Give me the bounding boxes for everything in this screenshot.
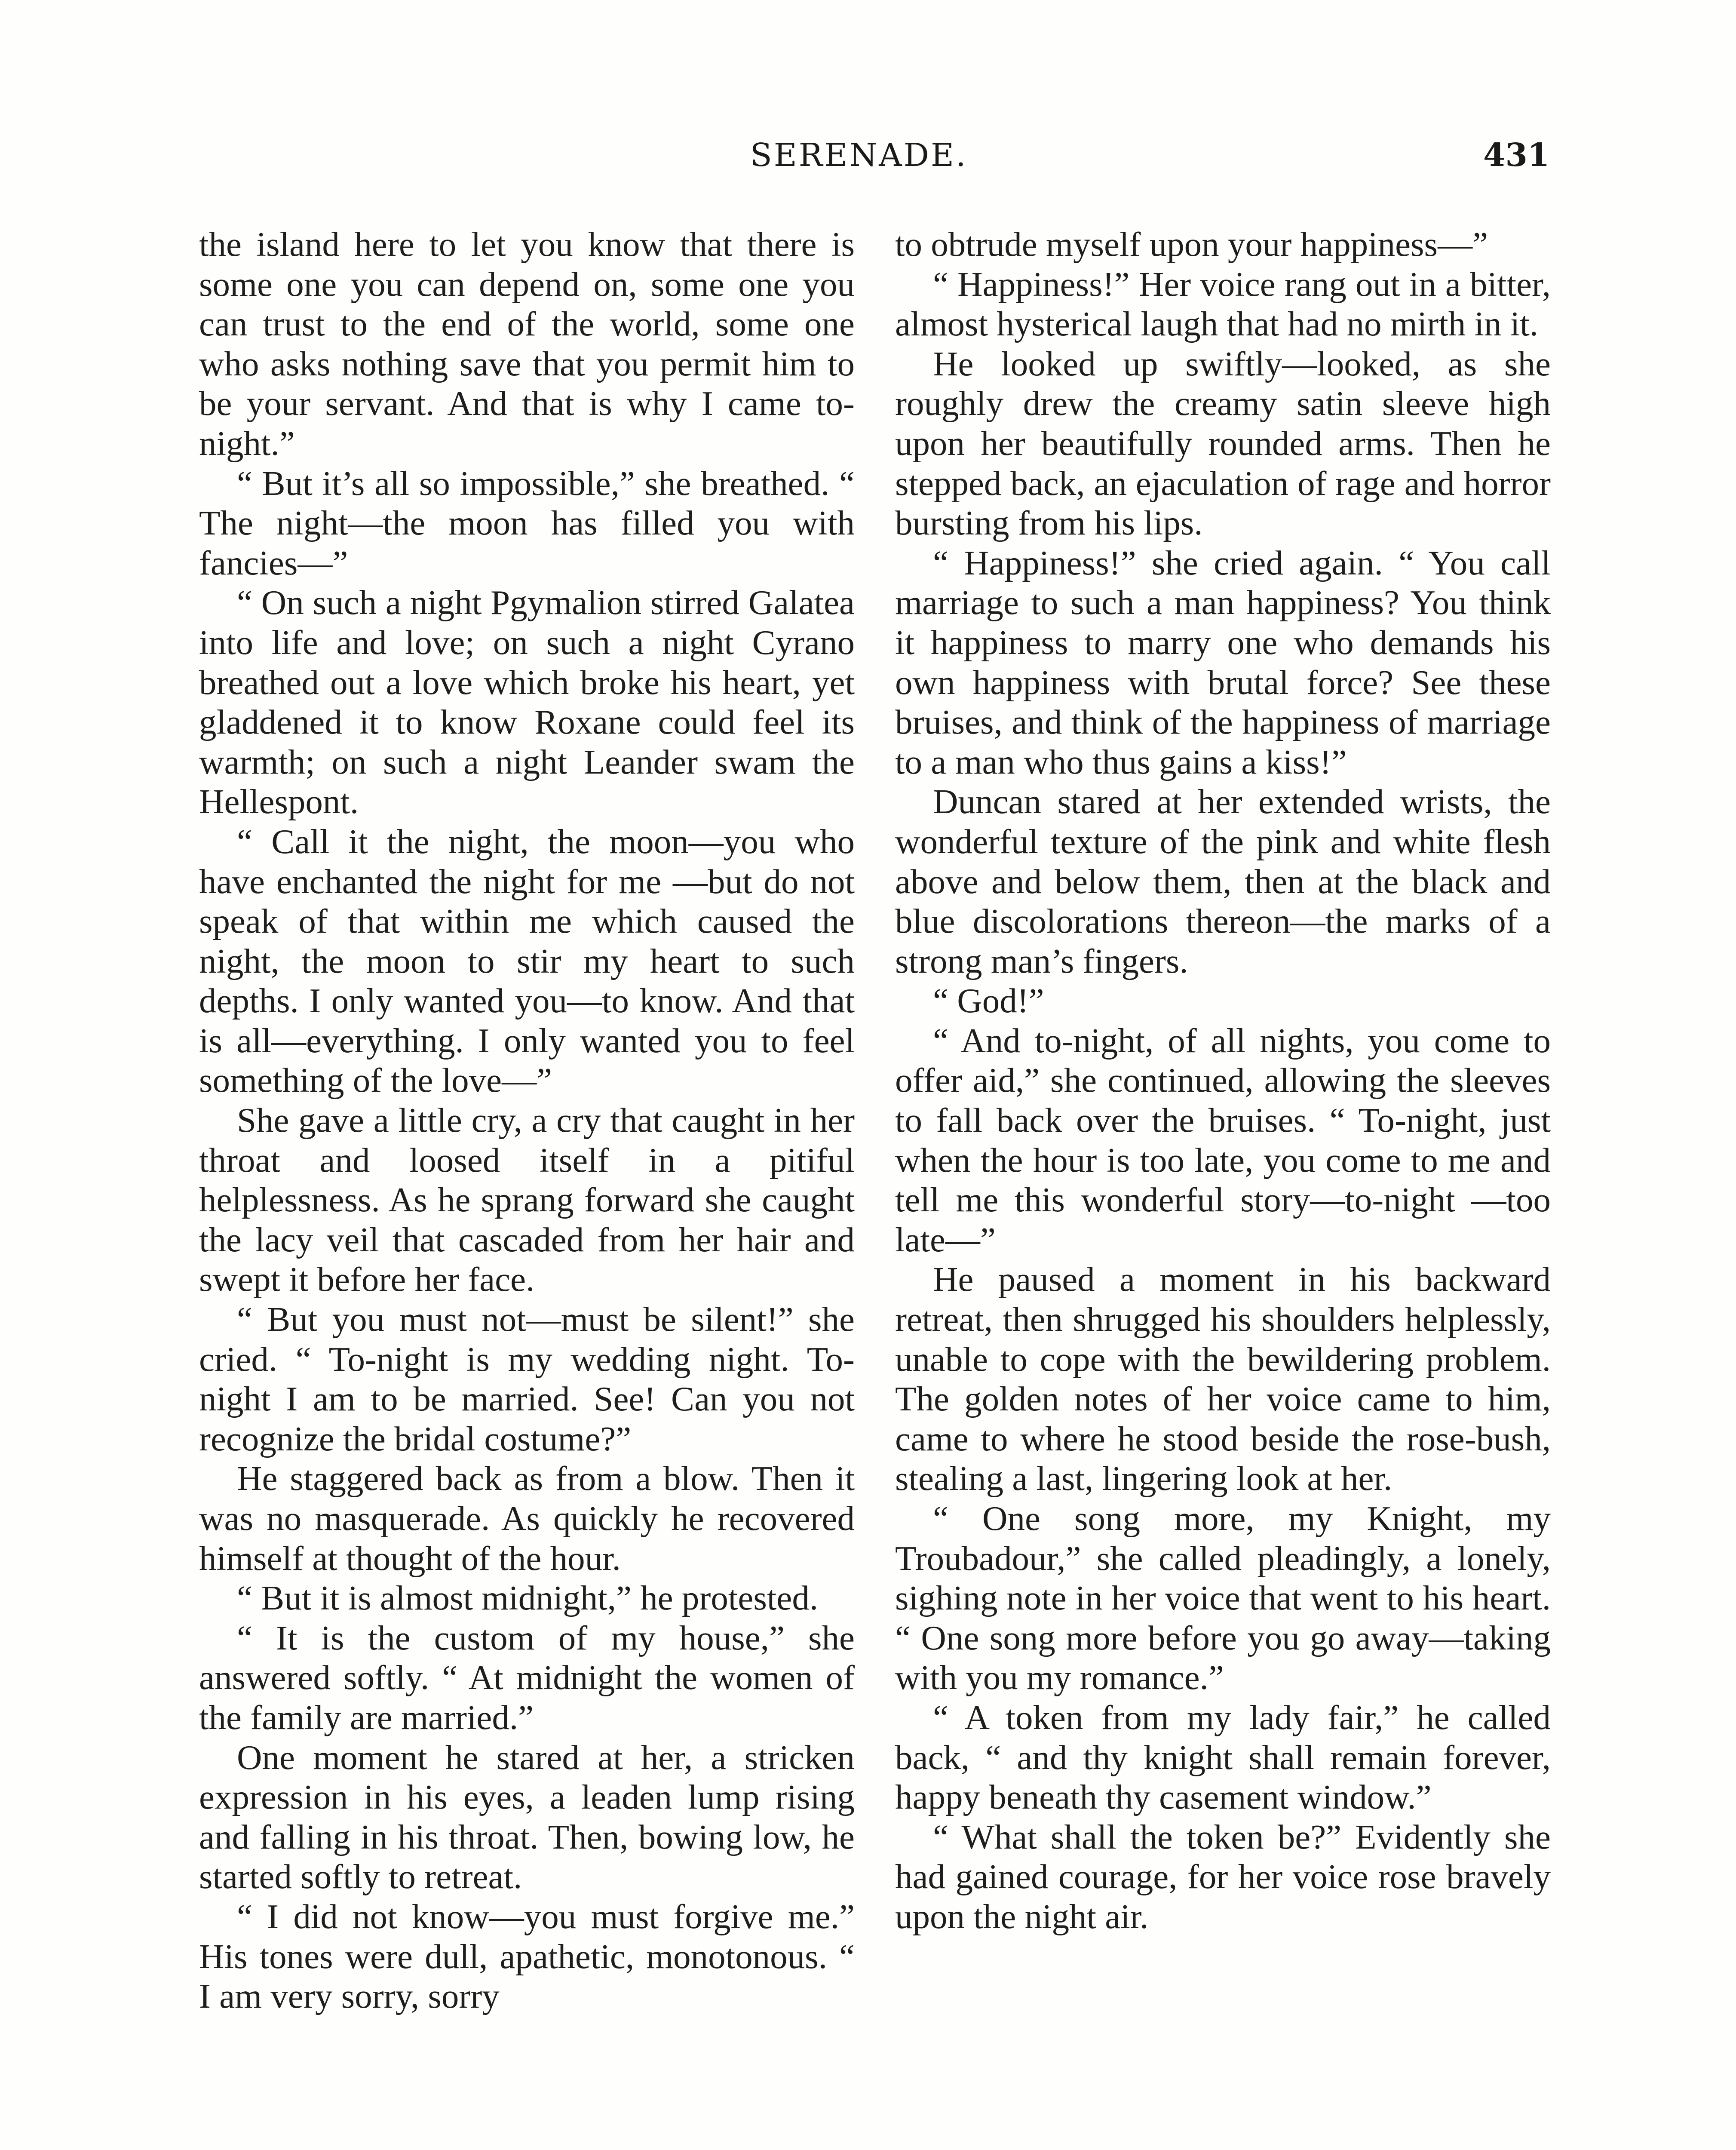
paragraph: “ But it is almost midnight,” he protested. bbox=[237, 1579, 819, 1618]
paragraph: “ And to-night, of all nights, you come to offer aid,” she continued, allowing the sleeves to fall back over the bruises. “ To-night, just when the hour is too late, you come to me and tell me this wonderful story—to-night —too late—” bbox=[895, 1021, 1551, 1259]
paragraph: “ But you must not—must be silent!” she cried. “ To-night is my wedding night. To-night I am to be married. See! Can you not recognize the bridal costume?” bbox=[199, 1300, 855, 1458]
running-head bbox=[0, 137, 1736, 184]
paragraph: “ One song more, my Knight, my Troubadour,” she called pleadingly, a lonely, sighing note in her voice that went to his heart. “ One song more before you go away—taking with you my romance.” bbox=[895, 1499, 1551, 1697]
paragraph: She gave a little cry, a cry that caught in her throat and loosed itself in a pitiful helplessness. As he sprang forward she caught the lacy veil that cascaded from her hair and swept it before her face. bbox=[199, 1101, 855, 1299]
running-title: SERENADE. bbox=[750, 137, 968, 174]
paragraph: “ I did not know—you must forgive me.” His tones were dull, apathetic, monotonous. “ I am very sorry, sorry bbox=[199, 1897, 855, 2016]
page-number: 431 bbox=[1483, 137, 1550, 174]
paragraph: the island here to let you know that there is some one you can depend on, some one you can trust to the end of the world, some one who asks nothing save that you permit him to be your servant. And that is why I came to-night.” bbox=[199, 225, 855, 463]
paragraph: to obtrude myself upon your happiness—” bbox=[895, 225, 1488, 264]
paragraph: “ Call it the night, the moon—you who have enchanted the night for me —but do not speak of that within me which caused the night, the moon to stir my heart to such depths. I only wanted you—to know. And that is all—everything. I only wanted you to feel something of the love—” bbox=[199, 822, 855, 1100]
paragraph: “ A token from my lady fair,” he called back, “ and thy knight shall remain forever, happy beneath thy casement window.” bbox=[895, 1698, 1551, 1817]
paragraph: He looked up swiftly—looked, as she roughly drew the creamy satin sleeve high upon her beautifully rounded arms. Then he stepped back, an ejaculation of rage and horror bursting from his lips. bbox=[895, 344, 1551, 543]
right-column bbox=[895, 224, 1551, 1937]
paragraph: “ Happiness!” she cried again. “ You call marriage to such a man happiness? You think it happiness to marry one who demands his own happiness with brutal force? See these bruises, and think of the happiness of marriage to a man who thus gains a kiss!” bbox=[895, 543, 1551, 781]
left-column bbox=[199, 224, 855, 2016]
paragraph: He paused a moment in his backward retreat, then shrugged his shoulders helplessly, unable to cope with the bewildering problem. The golden notes of her voice came to him, came to where he stood beside the rose-bush, stealing a last, lingering look at her. bbox=[895, 1260, 1551, 1498]
paragraph: He staggered back as from a blow. Then it was no masquerade. As quickly he recovered himself at thought of the hour. bbox=[199, 1459, 855, 1578]
paragraph: “ What shall the token be?” Evidently she had gained courage, for her voice rose bravely upon the night air. bbox=[895, 1817, 1551, 1936]
paragraph: “ On such a night Pgymalion stirred Galatea into life and love; on such a night Cyrano breathed out a love which broke his heart, yet gladdened it to know Roxane could feel its warmth; on such a night Leander swam the Hellespont. bbox=[199, 583, 855, 821]
paragraph: “ But it’s all so impossible,” she breathed. “ The night—the moon has filled you with fancies—” bbox=[199, 464, 855, 582]
paragraph: “ God!” bbox=[933, 981, 1044, 1020]
paragraph: Duncan stared at her extended wrists, the wonderful texture of the pink and white flesh above and below them, then at the black and blue discolorations thereon—the marks of a strong man’s fingers. bbox=[895, 782, 1551, 980]
paragraph: “ Happiness!” Her voice rang out in a bitter, almost hysterical laugh that had no mirth in it. bbox=[895, 264, 1551, 344]
paragraph: “ It is the custom of my house,” she answered softly. “ At midnight the women of the family are married.” bbox=[199, 1618, 855, 1737]
paragraph: One moment he stared at her, a stricken expression in his eyes, a leaden lump rising and falling in his throat. Then, bowing low, he started softly to retreat. bbox=[199, 1738, 855, 1896]
